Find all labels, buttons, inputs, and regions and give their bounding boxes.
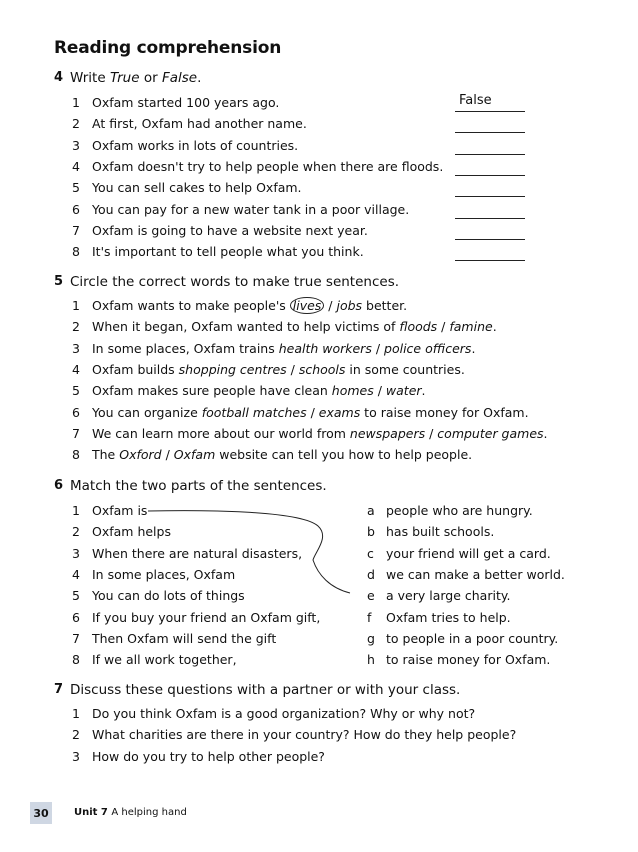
item-number: 3	[72, 545, 80, 561]
statement-text: At first, Oxfam had another name.	[92, 116, 307, 132]
statement-text: It's important to tell people what you think.	[92, 244, 364, 260]
question-text: How do you try to help other people?	[92, 748, 325, 764]
item-number: 4	[72, 361, 80, 377]
sentence-after: .	[471, 340, 476, 356]
exercise-number: 4	[54, 70, 64, 85]
item-number: 8	[72, 244, 80, 260]
item-number: 5	[72, 588, 80, 604]
question-text: Do you think Oxfam is a good organization? Why or why not?	[92, 706, 476, 721]
item-number: 3	[72, 137, 80, 153]
sentence-end: has built schools.	[386, 524, 495, 540]
sentence-before: Oxfam wants to make people's	[92, 298, 290, 313]
sentence-before: Oxfam builds	[92, 361, 179, 377]
item-letter: d	[367, 566, 375, 582]
sentence-after: .	[421, 383, 426, 399]
unit-label: Unit 7 A helping hand	[74, 807, 187, 818]
sentence-start: Oxfam helps	[92, 524, 171, 540]
exercise-number: 5	[54, 274, 64, 289]
sentence-end: we can make a better world.	[386, 566, 565, 582]
option-two[interactable]: police officers	[384, 340, 472, 356]
item-number: 4	[72, 158, 80, 174]
exercise-number: 6	[54, 478, 64, 493]
option-separator: /	[324, 298, 337, 313]
option-one[interactable]: Oxford	[119, 447, 162, 463]
sentence-end: to people in a poor country.	[386, 630, 559, 646]
item-letter: e	[367, 588, 375, 604]
item-number: 1	[72, 95, 80, 110]
item-number: 3	[72, 340, 80, 356]
item-letter: h	[367, 652, 375, 668]
sentence-after: website can tell you how to help people.	[215, 447, 473, 463]
option-two[interactable]: schools	[298, 361, 346, 377]
option-two[interactable]: famine	[449, 319, 493, 335]
item-number: 8	[72, 447, 80, 463]
sentence-before: We can learn more about our world from	[92, 425, 350, 441]
item-number: 1	[72, 706, 80, 721]
item-number: 2	[72, 524, 80, 540]
item-number: 5	[72, 383, 80, 399]
option-one[interactable]: shopping centres	[178, 361, 287, 377]
item-number: 6	[72, 609, 80, 625]
sentence-end: a very large charity.	[386, 588, 511, 604]
item-number: 4	[72, 566, 80, 582]
item-number: 6	[72, 404, 80, 420]
sentence-after: .	[492, 319, 497, 335]
exercise-instruction: Circle the correct words to make true sentences.	[70, 274, 400, 290]
item-letter: c	[367, 545, 374, 561]
sentence-start: If we all work together,	[92, 652, 237, 668]
sentence-before: In some places, Oxfam trains	[92, 340, 279, 356]
sentence-start: When there are natural disasters,	[92, 545, 303, 561]
option-separator: /	[161, 447, 174, 463]
statement-text: You can sell cakes to help Oxfam.	[92, 180, 302, 196]
item-number: 7	[72, 222, 80, 238]
option-two[interactable]: computer games	[437, 425, 544, 441]
option-one[interactable]: floods	[399, 319, 438, 335]
item-letter: g	[367, 630, 375, 646]
sentence-after: better.	[362, 298, 408, 313]
option-two[interactable]: Oxfam	[173, 447, 216, 463]
page-number: 30	[30, 802, 52, 824]
item-number: 7	[72, 425, 80, 441]
answer-field[interactable]: False	[459, 93, 492, 108]
statement-text: Oxfam started 100 years ago.	[92, 95, 280, 110]
option-separator: /	[425, 425, 438, 441]
sentence-before: When it began, Oxfam wanted to help victims of	[92, 319, 400, 335]
statement-text: You can pay for a new water tank in a poor village.	[92, 201, 410, 217]
sentence-end: Oxfam tries to help.	[386, 609, 511, 625]
item-letter: f	[367, 609, 372, 625]
option-separator: /	[371, 340, 385, 356]
option-one[interactable]: newspapers	[349, 425, 426, 441]
sentence-start: Oxfam is	[92, 503, 148, 518]
sentence-before: Oxfam makes sure people have clean	[92, 383, 332, 399]
item-letter: a	[367, 503, 375, 518]
question-text: What charities are there in your country? How do they help people?	[92, 727, 517, 743]
exercise-number: 7	[54, 682, 64, 697]
item-number: 6	[72, 201, 80, 217]
option-separator: /	[286, 361, 299, 377]
sentence-end: to raise money for Oxfam.	[386, 652, 551, 668]
sentence-before: The	[92, 447, 120, 463]
sentence-start: You can do lots of things	[92, 588, 245, 604]
sentence-before: You can organize	[92, 404, 202, 420]
option-one[interactable]: football matches	[201, 404, 307, 420]
item-number: 3	[72, 748, 80, 764]
sentence-after: in some countries.	[345, 361, 465, 377]
sentence-start: If you buy your friend an Oxfam gift,	[92, 609, 321, 625]
option-two[interactable]: exams	[318, 404, 361, 420]
circled-option[interactable]: lives	[290, 297, 325, 314]
option-two[interactable]: water	[385, 383, 422, 399]
section-title: Reading comprehension	[54, 38, 282, 58]
sentence-end: people who are hungry.	[386, 503, 533, 518]
item-number: 5	[72, 180, 80, 196]
option-one[interactable]: homes	[331, 383, 374, 399]
item-number: 2	[72, 319, 80, 335]
statement-text: Oxfam doesn't try to help people when there are floods.	[92, 158, 444, 174]
option-separator: /	[373, 383, 386, 399]
item-number: 2	[72, 727, 80, 743]
sentence-start: In some places, Oxfam	[92, 566, 236, 582]
sentence-after: .	[543, 425, 548, 441]
option-two[interactable]: jobs	[336, 298, 363, 313]
item-number: 8	[72, 652, 80, 668]
option-separator: /	[437, 319, 450, 335]
item-letter: b	[367, 524, 375, 540]
sentence-after: to raise money for Oxfam.	[360, 404, 529, 420]
option-separator: /	[306, 404, 319, 420]
exercise-instruction: Match the two parts of the sentences.	[70, 478, 327, 494]
item-number: 1	[72, 503, 80, 518]
sentence-end: your friend will get a card.	[386, 545, 551, 561]
item-number: 7	[72, 630, 80, 646]
statement-text: Oxfam is going to have a website next year.	[92, 222, 368, 238]
option-one[interactable]: health workers	[278, 340, 372, 356]
exercise-instruction: Write True or False.	[70, 70, 202, 86]
item-number: 2	[72, 116, 80, 132]
sentence-start: Then Oxfam will send the gift	[92, 630, 277, 646]
item-number: 1	[72, 298, 80, 313]
statement-text: Oxfam works in lots of countries.	[92, 137, 299, 153]
exercise-instruction: Discuss these questions with a partner or with your class.	[70, 682, 461, 698]
